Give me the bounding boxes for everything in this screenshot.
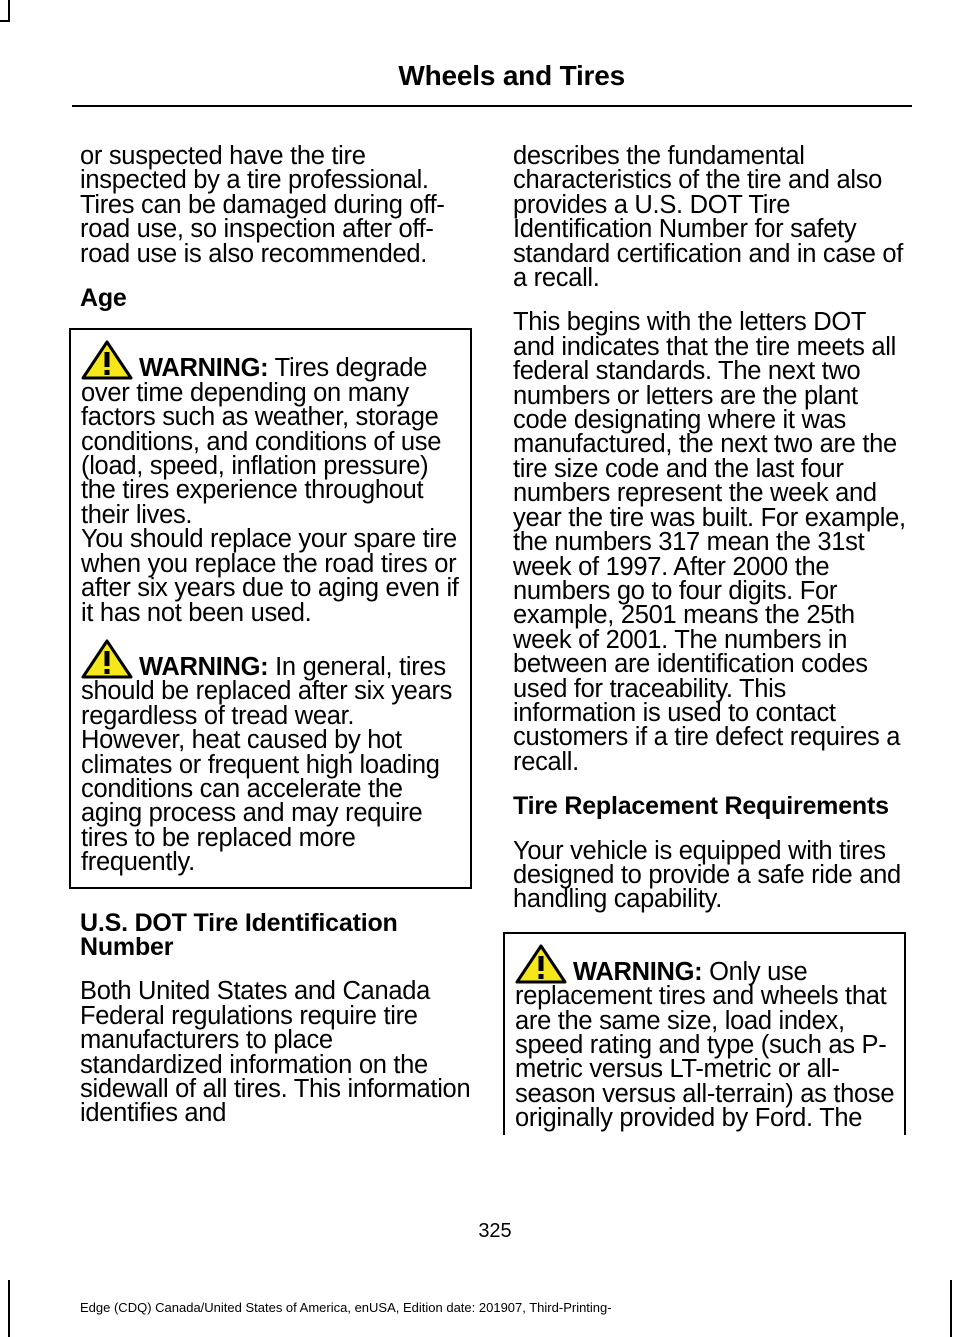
replacement-warning-box bbox=[503, 932, 906, 1135]
dot-heading: U.S. DOT Tire Identification Number bbox=[80, 908, 398, 961]
warning-text: Only use replacement tires and wheels that are the same size, load index, speed rating and type (such as P-metric versus LT-metric or all-season versus all-terrain) as those originally provided by Ford. The bbox=[515, 957, 895, 1133]
dot-description-paragraph: describes the fundamental characteristics of the tire and also provides a U.S. DOT Tire Identification Number for safety standard certification and in case of a recall. bbox=[513, 142, 904, 293]
dot-code-paragraph: This begins with the letters DOT and indicates that the tire meets all federal standards. The next two numbers or letters are the plant code designating where it was manufactured, the next two are the tire size code and the last four numbers represent the week and year the tire was built. For example, the numbers 317 mean the 31st week of 1997. After 2000 the numbers go to four digits. For example, 2501 means the 25th week of 2001. The numbers in between are identification codes used for traceability. This information is used to contact customers if a tire defect requires a recall. bbox=[513, 308, 906, 776]
age-warning-box bbox=[69, 328, 472, 888]
warning-text: In general, tires should be replaced after six years regardless of tread wear. However, heat caused by hot climates or frequent high loading conditions can accelerate the aging process and may require tires to be replaced more frequently. bbox=[81, 652, 453, 877]
warning-label: WARNING: bbox=[139, 652, 269, 681]
replacement-paragraph: Your vehicle is equipped with tires designed to provide a safe ride and handling capability. bbox=[513, 836, 901, 914]
crop-mark bbox=[0, 20, 10, 22]
crop-mark bbox=[950, 1280, 952, 1337]
dot-paragraph: Both United States and Canada Federal regulations require tire manufacturers to place standardized information on the sidewall of all tires. This information identifies and bbox=[80, 977, 471, 1128]
page-title: Wheels and Tires bbox=[398, 60, 625, 91]
warning-3 bbox=[515, 944, 896, 1131]
spare-tire-note: You should replace your spare tire when you replace the road tires or after six years due to aging even if it has not been used. bbox=[81, 525, 459, 627]
header-divider bbox=[72, 105, 912, 107]
left-column bbox=[80, 144, 475, 1146]
warning-text: Tires degrade over time depending on many factors such as weather, storage conditions, and conditions of use (load, speed, inflation pressure) the tires experience throughout their lives. bbox=[81, 354, 442, 529]
replacement-heading: Tire Replacement Requirements bbox=[513, 792, 889, 821]
warning-label: WARNING: bbox=[573, 957, 703, 986]
right-column bbox=[513, 144, 908, 1135]
warning-triangle-icon bbox=[81, 340, 133, 380]
warning-triangle-icon bbox=[81, 639, 133, 679]
warning-2 bbox=[81, 639, 462, 875]
intro-paragraph: or suspected have the tire inspected by a tire professional. Tires can be damaged during off-road use, so inspection after off-road use is also recommended. bbox=[80, 142, 445, 268]
warning-1 bbox=[81, 340, 462, 527]
crop-mark bbox=[8, 0, 10, 22]
edition-footer: Edge (CDQ) Canada/United States of America, enUSA, Edition date: 201907, Third-Printing- bbox=[80, 1300, 612, 1315]
age-heading: Age bbox=[80, 284, 127, 313]
warning-label: WARNING: bbox=[139, 354, 269, 383]
warning-triangle-icon bbox=[515, 944, 567, 984]
crop-mark bbox=[8, 1280, 10, 1337]
page-number: 325 bbox=[478, 1220, 512, 1242]
